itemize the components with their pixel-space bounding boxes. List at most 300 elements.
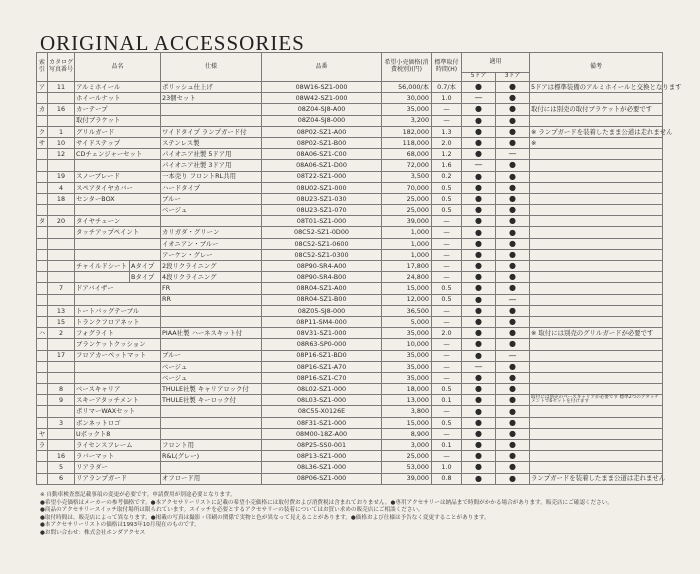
header-part: 品番 bbox=[262, 53, 382, 82]
cell-note bbox=[530, 149, 663, 160]
cell-catalog bbox=[48, 227, 75, 238]
table-row bbox=[37, 93, 663, 104]
cell-part: 08P16-SZ1-A70 bbox=[262, 361, 382, 372]
cell-time: 0.2 bbox=[432, 171, 462, 182]
cell-3door: ● bbox=[496, 428, 530, 439]
cell-name: スノーブレード bbox=[75, 171, 161, 182]
cell-price: 3,000 bbox=[382, 440, 432, 451]
cell-spec: ステンレス製 bbox=[161, 137, 262, 148]
cell-3door: ● bbox=[496, 238, 530, 249]
cell-price: 17,800 bbox=[382, 261, 432, 272]
table-row bbox=[37, 417, 663, 428]
cell-time: 0.5 bbox=[432, 205, 462, 216]
cell-note bbox=[530, 227, 663, 238]
cell-part: 08A06-SZ1-C00 bbox=[262, 149, 382, 160]
cell-catalog bbox=[48, 238, 75, 249]
cell-time: — bbox=[432, 216, 462, 227]
cell-3door: ● bbox=[496, 160, 530, 171]
cell-price: 3,500 bbox=[382, 171, 432, 182]
cell-catalog: 8 bbox=[48, 384, 75, 395]
cell-note bbox=[530, 272, 663, 283]
cell-5door: ● bbox=[462, 462, 496, 473]
cell-index bbox=[37, 283, 48, 294]
cell-3door: ● bbox=[496, 384, 530, 395]
cell-note bbox=[530, 316, 663, 327]
cell-index bbox=[37, 160, 48, 171]
cell-name: ポリマーWAXセット bbox=[75, 406, 161, 417]
cell-5door: ● bbox=[462, 294, 496, 305]
footnote-line: ●お問い合わせ：株式会社ホンダアクセス bbox=[40, 529, 146, 536]
header-3door: 3ドア bbox=[496, 72, 530, 81]
cell-part: 08Z05-SJ8-000 bbox=[262, 305, 382, 316]
cell-3door: ● bbox=[496, 316, 530, 327]
cell-catalog bbox=[48, 294, 75, 305]
table-row bbox=[37, 294, 663, 305]
cell-name: Uボックト8 bbox=[75, 428, 161, 439]
cell-part: 08M00-18Z-A00 bbox=[262, 428, 382, 439]
cell-time: 1.0 bbox=[432, 462, 462, 473]
cell-time: 2.0 bbox=[432, 137, 462, 148]
cell-catalog bbox=[48, 406, 75, 417]
cell-name: リアランプガード bbox=[75, 473, 161, 484]
cell-catalog bbox=[48, 361, 75, 372]
cell-5door: ● bbox=[462, 451, 496, 462]
cell-catalog: 16 bbox=[48, 104, 75, 115]
cell-name bbox=[75, 272, 130, 283]
cell-note bbox=[530, 440, 663, 451]
cell-name: タイヤチェーン bbox=[75, 216, 161, 227]
cell-5door: ● bbox=[462, 115, 496, 126]
table-row bbox=[37, 372, 663, 383]
cell-3door: ● bbox=[496, 182, 530, 193]
cell-3door: ● bbox=[496, 126, 530, 137]
cell-spec: フロント用 bbox=[161, 440, 262, 451]
cell-time: 0.5 bbox=[432, 193, 462, 204]
cell-5door: ● bbox=[462, 216, 496, 227]
table-row bbox=[37, 82, 663, 93]
cell-index bbox=[37, 451, 48, 462]
cell-5door: ● bbox=[462, 406, 496, 417]
cell-price: 3,800 bbox=[382, 406, 432, 417]
table-row bbox=[37, 216, 663, 227]
cell-3door: ● bbox=[496, 193, 530, 204]
cell-3door: ● bbox=[496, 171, 530, 182]
cell-note bbox=[530, 115, 663, 126]
cell-name: スキーアタッチメント bbox=[75, 395, 161, 406]
cell-part: 08T01-SZ1-000 bbox=[262, 216, 382, 227]
footnotes bbox=[40, 492, 660, 538]
cell-index bbox=[37, 261, 48, 272]
cell-time: 0.1 bbox=[432, 440, 462, 451]
cell-index: ク bbox=[37, 126, 48, 137]
cell-time: 0.5 bbox=[432, 417, 462, 428]
cell-time: — bbox=[432, 372, 462, 383]
cell-spec bbox=[161, 406, 262, 417]
header-catalog: カタログ写真番号 bbox=[48, 53, 75, 82]
cell-index bbox=[37, 372, 48, 383]
cell-name: リアラダー bbox=[75, 462, 161, 473]
cell-3door: — bbox=[496, 350, 530, 361]
table-row bbox=[37, 149, 663, 160]
cell-time: — bbox=[432, 272, 462, 283]
cell-note bbox=[530, 216, 663, 227]
cell-catalog: 12 bbox=[48, 149, 75, 160]
cell-price: 24,800 bbox=[382, 272, 432, 283]
cell-index bbox=[37, 227, 48, 238]
cell-3door: ● bbox=[496, 417, 530, 428]
cell-spec: THULE社製 キャリアロック付 bbox=[161, 384, 262, 395]
cell-note: ランプガードを装着したまま公道は走れません bbox=[531, 474, 666, 483]
cell-price: 8,900 bbox=[382, 428, 432, 439]
cell-catalog: 5 bbox=[48, 462, 75, 473]
cell-name: トートバッグテーブル bbox=[75, 305, 161, 316]
table-row bbox=[37, 361, 663, 372]
cell-part: 08R63-SP0-000 bbox=[262, 339, 382, 350]
cell-time: 1.6 bbox=[432, 160, 462, 171]
cell-price: 18,000 bbox=[382, 384, 432, 395]
cell-price: 1,000 bbox=[382, 227, 432, 238]
cell-catalog: 20 bbox=[48, 216, 75, 227]
cell-spec: イオニアン・ブルー bbox=[161, 238, 262, 249]
cell-spec: ベージュ bbox=[161, 372, 262, 383]
cell-time: — bbox=[432, 361, 462, 372]
table-row bbox=[37, 316, 663, 327]
cell-3door: ● bbox=[496, 216, 530, 227]
cell-3door: — bbox=[496, 149, 530, 160]
cell-note: ※ 取付には別売のグリルガードが必要です bbox=[530, 328, 663, 339]
table-row bbox=[37, 339, 663, 350]
cell-catalog bbox=[48, 205, 75, 216]
cell-3door: ● bbox=[496, 339, 530, 350]
cell-note: ※ bbox=[530, 137, 663, 148]
cell-name: チャイルドシート bbox=[75, 261, 130, 272]
cell-catalog: 16 bbox=[48, 451, 75, 462]
cell-name: トランクフロアネット bbox=[75, 316, 161, 327]
cell-catalog bbox=[48, 428, 75, 439]
cell-index: ラ bbox=[37, 440, 48, 451]
cell-time: — bbox=[432, 238, 462, 249]
cell-5door: ● bbox=[462, 227, 496, 238]
cell-name: 取付ブラケット bbox=[75, 115, 161, 126]
cell-note bbox=[530, 361, 663, 372]
cell-catalog: 6 bbox=[48, 473, 75, 484]
cell-index bbox=[37, 473, 48, 484]
cell-spec: パイオニア社製 5ドア用 bbox=[161, 149, 262, 160]
cell-3door: ● bbox=[496, 115, 530, 126]
accessories-table bbox=[36, 52, 682, 485]
header-5door: 5ドア bbox=[462, 72, 496, 81]
cell-catalog bbox=[48, 93, 75, 104]
cell-part: 08W16-SZ1-000 bbox=[262, 82, 382, 93]
cell-5door: ● bbox=[462, 182, 496, 193]
cell-price: 15,000 bbox=[382, 417, 432, 428]
cell-index bbox=[37, 272, 48, 283]
cell-catalog bbox=[48, 440, 75, 451]
cell-catalog: 3 bbox=[48, 417, 75, 428]
cell-5door: ● bbox=[462, 149, 496, 160]
cell-price: 15,000 bbox=[382, 283, 432, 294]
cell-time: — bbox=[432, 350, 462, 361]
cell-spec bbox=[161, 115, 262, 126]
cell-part: 08P90-SR4-B00 bbox=[262, 272, 382, 283]
cell-5door: ● bbox=[462, 384, 496, 395]
cell-price: 53,000 bbox=[382, 462, 432, 473]
cell-note: ※ ランプガードを装着したまま公道は走れません bbox=[531, 127, 673, 136]
cell-time: — bbox=[432, 316, 462, 327]
cell-name: タッチアップペイント bbox=[75, 227, 161, 238]
cell-price: 35,000 bbox=[382, 361, 432, 372]
cell-3door: ● bbox=[496, 283, 530, 294]
table-row bbox=[37, 350, 663, 361]
cell-catalog: 1 bbox=[48, 126, 75, 137]
cell-name: CDチェンジャーセット bbox=[75, 149, 161, 160]
cell-index bbox=[37, 115, 48, 126]
cell-part: 08L36-SZ1-000 bbox=[262, 462, 382, 473]
cell-name: スペアタイヤカバー bbox=[75, 182, 161, 193]
cell-price: 13,000 bbox=[382, 395, 432, 406]
cell-note bbox=[530, 160, 663, 171]
cell-note bbox=[530, 261, 663, 272]
cell-catalog bbox=[48, 339, 75, 350]
cell-5door: ● bbox=[462, 417, 496, 428]
cell-price: 1,000 bbox=[382, 238, 432, 249]
cell-name bbox=[75, 249, 161, 260]
table-row bbox=[37, 462, 663, 473]
cell-name bbox=[75, 372, 161, 383]
table-row bbox=[37, 115, 663, 126]
cell-note bbox=[530, 193, 663, 204]
cell-spec: THULE社製 キーロック付 bbox=[161, 395, 262, 406]
cell-part: 08V31-SZ1-000 bbox=[262, 328, 382, 339]
cell-spec: 一本売り フロントRL共用 bbox=[161, 171, 262, 182]
cell-5door: ● bbox=[462, 104, 496, 115]
cell-part: 08L03-SZ1-000 bbox=[262, 395, 382, 406]
cell-3door: ● bbox=[496, 406, 530, 417]
cell-time: 0.1 bbox=[432, 395, 462, 406]
cell-index: カ bbox=[37, 104, 48, 115]
cell-note bbox=[530, 205, 663, 216]
cell-5door: ● bbox=[462, 171, 496, 182]
cell-note bbox=[530, 339, 663, 350]
cell-price: 68,000 bbox=[382, 149, 432, 160]
cell-spec: アーケン・グレー bbox=[161, 249, 262, 260]
cell-5door: ● bbox=[462, 350, 496, 361]
cell-5door: ● bbox=[462, 316, 496, 327]
cell-3door: ● bbox=[496, 205, 530, 216]
cell-price: 35,000 bbox=[382, 350, 432, 361]
cell-note bbox=[530, 249, 663, 260]
cell-part: 08C55-X0126E bbox=[262, 406, 382, 417]
table-row bbox=[37, 473, 663, 484]
cell-time: — bbox=[432, 339, 462, 350]
cell-spec: 4段リクライニング bbox=[161, 272, 262, 283]
cell-price: 39,000 bbox=[382, 216, 432, 227]
cell-index bbox=[37, 205, 48, 216]
cell-spec: ベージュ bbox=[161, 205, 262, 216]
cell-part: 08C52-SZ1-0D00 bbox=[262, 227, 382, 238]
header-fit: 適用 bbox=[462, 53, 530, 73]
cell-part: 08P11-SM4-000 bbox=[262, 316, 382, 327]
footnote-line: ●希望小売価格はメーカーの参考価格です。●本アクセサリーリストに記載の希望小売価格には取付費および消費税は含まれておりません。●専用アクセサリーは納品まで時間がかかる場合があります。販売店にご確認ください。 bbox=[40, 499, 613, 506]
cell-5door: ● bbox=[462, 272, 496, 283]
cell-index bbox=[37, 238, 48, 249]
cell-time: — bbox=[432, 249, 462, 260]
cell-part: 08R04-SZ1-B00 bbox=[262, 294, 382, 305]
table-row bbox=[37, 305, 663, 316]
cell-index bbox=[37, 384, 48, 395]
cell-index bbox=[37, 361, 48, 372]
cell-5door: — bbox=[462, 361, 496, 372]
cell-part: 08W42-SZ1-000 bbox=[262, 93, 382, 104]
cell-price: 182,000 bbox=[382, 126, 432, 137]
cell-time: 1.2 bbox=[432, 149, 462, 160]
cell-catalog bbox=[48, 372, 75, 383]
footnote-line: ●商品のアクセサリースイッチ取付場所は限られています。スイッチを必要とするアクセサリーの装着についてはお買い求めの販売店にご相談ください。 bbox=[40, 507, 424, 514]
cell-name: ブランケットクッション bbox=[75, 339, 161, 350]
cell-part: 08U23-SZ1-070 bbox=[262, 205, 382, 216]
cell-name: センターBOX bbox=[75, 193, 161, 204]
cell-name: ベースキャリア bbox=[75, 384, 161, 395]
cell-index bbox=[37, 316, 48, 327]
cell-note bbox=[530, 372, 663, 383]
cell-part: 08P90-SR4-A00 bbox=[262, 261, 382, 272]
cell-part: 08R04-SZ1-A00 bbox=[262, 283, 382, 294]
table-body bbox=[37, 82, 682, 485]
cell-price: 35,000 bbox=[382, 328, 432, 339]
cell-spec: 23個セット bbox=[161, 93, 262, 104]
cell-catalog: 10 bbox=[48, 137, 75, 148]
table-row bbox=[37, 261, 663, 272]
cell-price: 3,200 bbox=[382, 115, 432, 126]
cell-part: 08F31-SZ1-000 bbox=[262, 417, 382, 428]
cell-3door: ● bbox=[496, 137, 530, 148]
cell-5door: ● bbox=[462, 205, 496, 216]
cell-index bbox=[37, 305, 48, 316]
cell-time: — bbox=[432, 451, 462, 462]
table-row bbox=[37, 440, 663, 451]
cell-catalog: 19 bbox=[48, 171, 75, 182]
table-row bbox=[37, 160, 663, 171]
cell-3door: ● bbox=[496, 249, 530, 260]
cell-spec: ポリッシュ仕上げ bbox=[161, 82, 262, 93]
cell-time: — bbox=[432, 227, 462, 238]
cell-time: — bbox=[432, 428, 462, 439]
cell-note bbox=[530, 238, 663, 249]
cell-part: 08A06-SZ1-D00 bbox=[262, 160, 382, 171]
cell-spec: R&L(グレー) bbox=[161, 451, 262, 462]
cell-note bbox=[530, 417, 663, 428]
cell-5door: ● bbox=[462, 193, 496, 204]
cell-part: 08U02-SZ1-000 bbox=[262, 182, 382, 193]
cell-spec: FR bbox=[161, 283, 262, 294]
cell-name: ドアバイザー bbox=[75, 283, 161, 294]
cell-catalog: 9 bbox=[48, 395, 75, 406]
cell-spec bbox=[161, 305, 262, 316]
cell-time: — bbox=[432, 305, 462, 316]
cell-name: ホイールナット bbox=[75, 93, 161, 104]
table-row bbox=[37, 171, 663, 182]
cell-catalog: 18 bbox=[48, 193, 75, 204]
footnote-line: ※ 自動車検査票記載事項の変更が必要です。申請費用が別途必要となります。 bbox=[40, 492, 236, 498]
table-row bbox=[37, 137, 663, 148]
cell-3door: ● bbox=[496, 440, 530, 451]
cell-price: 56,000/本 bbox=[382, 82, 432, 93]
cell-3door: ● bbox=[496, 361, 530, 372]
cell-index: ハ bbox=[37, 328, 48, 339]
cell-price: 25,000 bbox=[382, 193, 432, 204]
cell-time: — bbox=[432, 104, 462, 115]
header-spec: 仕様 bbox=[161, 53, 262, 82]
cell-catalog: 4 bbox=[48, 182, 75, 193]
cell-name: フォグライト bbox=[75, 328, 161, 339]
cell-index bbox=[37, 339, 48, 350]
cell-catalog: 13 bbox=[48, 305, 75, 316]
cell-subtype: Aタイプ bbox=[130, 261, 161, 272]
cell-spec: 2段リクライニング bbox=[161, 261, 262, 272]
table-row bbox=[37, 428, 663, 439]
cell-spec: ベージュ bbox=[161, 361, 262, 372]
cell-time: — bbox=[432, 115, 462, 126]
table-row bbox=[37, 272, 663, 283]
cell-name bbox=[75, 160, 161, 171]
cell-time: 0.5 bbox=[432, 384, 462, 395]
cell-note: 5ドアは標準装備のアルミホイールと交換となります bbox=[531, 82, 682, 91]
cell-index bbox=[37, 350, 48, 361]
cell-index bbox=[37, 417, 48, 428]
cell-catalog: 7 bbox=[48, 283, 75, 294]
cell-index bbox=[37, 249, 48, 260]
cell-time: 2.0 bbox=[432, 328, 462, 339]
cell-3door: ● bbox=[496, 395, 530, 406]
cell-3door: ● bbox=[496, 272, 530, 283]
table-row bbox=[37, 104, 663, 115]
cell-5door: ● bbox=[462, 261, 496, 272]
table-row bbox=[37, 395, 663, 406]
cell-index: タ bbox=[37, 216, 48, 227]
cell-spec: RR bbox=[161, 294, 262, 305]
footnote-line: ●本アクセサリーリストの価格は1993年10月現在のものです。 bbox=[40, 522, 200, 529]
cell-part: 08P25-SS0-001 bbox=[262, 440, 382, 451]
cell-note bbox=[530, 283, 663, 294]
header-name: 品名 bbox=[75, 53, 161, 82]
cell-note bbox=[530, 305, 663, 316]
cell-catalog bbox=[48, 249, 75, 260]
table-row bbox=[37, 238, 663, 249]
cell-name: アルミホイール bbox=[75, 82, 161, 93]
cell-5door: ● bbox=[462, 328, 496, 339]
cell-name: ラバーマット bbox=[75, 451, 161, 462]
table-row bbox=[37, 249, 663, 260]
cell-5door: ● bbox=[462, 339, 496, 350]
cell-3door: ● bbox=[496, 462, 530, 473]
table-row bbox=[37, 227, 663, 238]
cell-price: 5,000 bbox=[382, 316, 432, 327]
cell-3door: ● bbox=[496, 451, 530, 462]
cell-time: 0.5 bbox=[432, 182, 462, 193]
cell-price: 12,000 bbox=[382, 294, 432, 305]
cell-5door: ● bbox=[462, 305, 496, 316]
cell-index bbox=[37, 294, 48, 305]
cell-index: ア bbox=[37, 82, 48, 93]
cell-note bbox=[530, 294, 663, 305]
cell-index bbox=[37, 193, 48, 204]
cell-3door: ● bbox=[496, 82, 530, 93]
cell-name: サイドステップ bbox=[75, 137, 161, 148]
cell-3door: ● bbox=[496, 104, 530, 115]
cell-spec bbox=[161, 417, 262, 428]
cell-part: 08P16-SZ1-BD0 bbox=[262, 350, 382, 361]
cell-5door: ● bbox=[462, 395, 496, 406]
